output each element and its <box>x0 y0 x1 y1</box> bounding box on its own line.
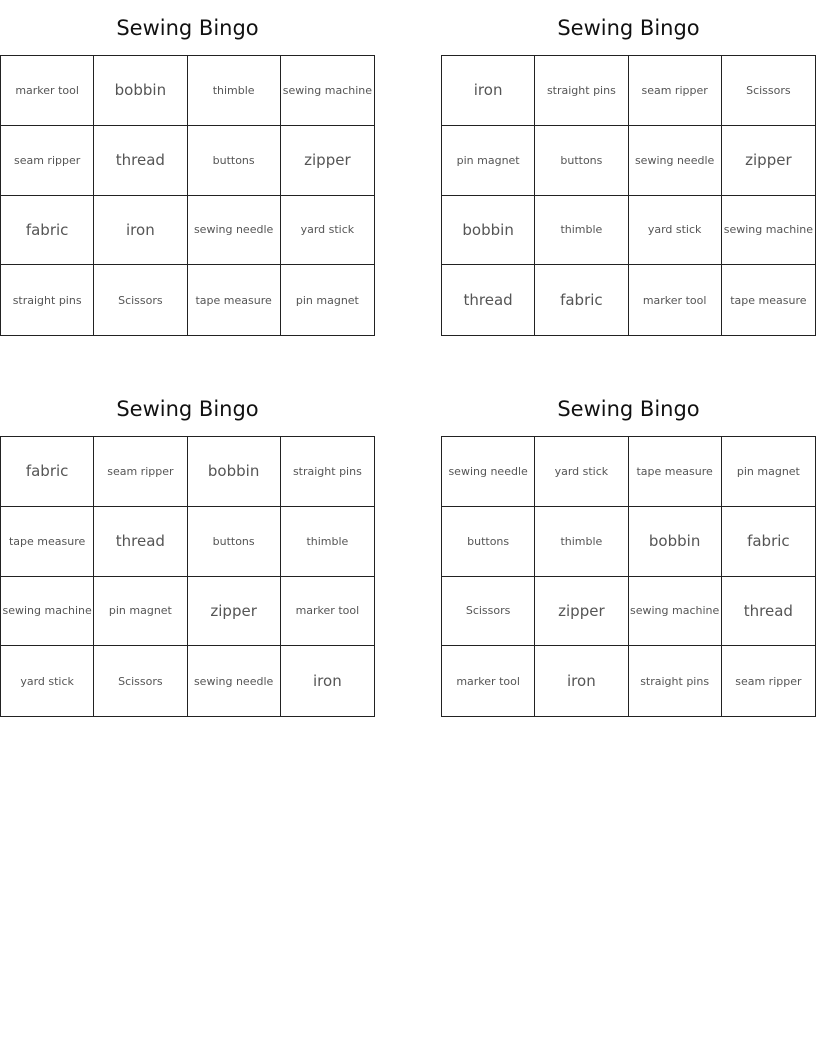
bingo-cell: pin magnet <box>442 126 535 196</box>
bingo-cell: tape measure <box>188 265 281 335</box>
bingo-cell: sewing machine <box>629 577 722 647</box>
bingo-grid <box>0 436 375 717</box>
bingo-cell: bobbin <box>629 507 722 577</box>
bingo-cell: zipper <box>188 577 281 647</box>
bingo-cell: tape measure <box>629 437 722 507</box>
bingo-cell: thimble <box>535 507 628 577</box>
bingo-cell: marker tool <box>281 577 374 647</box>
bingo-cell: iron <box>94 196 187 266</box>
bingo-cell: yard stick <box>629 196 722 266</box>
bingo-cell: seam ripper <box>1 126 94 196</box>
bingo-cell: yard stick <box>1 646 94 716</box>
bingo-cell: buttons <box>535 126 628 196</box>
bingo-cell: buttons <box>188 507 281 577</box>
card-title: Sewing Bingo <box>557 397 700 421</box>
bingo-cell: fabric <box>1 437 94 507</box>
bingo-cell: sewing needle <box>188 196 281 266</box>
bingo-cell: sewing machine <box>281 56 374 126</box>
bingo-cell: yard stick <box>281 196 374 266</box>
bingo-grid <box>441 55 816 336</box>
bingo-cell: fabric <box>535 265 628 335</box>
bingo-cell: pin magnet <box>295 293 359 307</box>
bingo-cell: seam ripper <box>94 437 187 507</box>
bingo-cell: straight pins <box>1 265 94 335</box>
bingo-grid <box>0 55 375 336</box>
bingo-cell: sewing needle <box>442 437 535 507</box>
bingo-cell: straight pins <box>629 646 722 716</box>
bingo-cell: fabric <box>722 507 815 577</box>
bingo-grid <box>441 436 816 717</box>
bingo-cell: fabric <box>1 196 94 266</box>
bingo-cell: Scissors <box>722 56 815 126</box>
bingo-cell: bobbin <box>188 437 281 507</box>
bingo-cell: zipper <box>535 577 628 647</box>
bingo-cell: marker tool <box>1 56 94 126</box>
bingo-cell: sewing machine <box>722 196 815 266</box>
bingo-cell: iron <box>535 646 628 716</box>
bingo-cell: buttons <box>188 126 281 196</box>
bingo-cell: thimble <box>188 56 281 126</box>
bingo-cell: thread <box>94 126 187 196</box>
bingo-cell: straight pins <box>281 437 374 507</box>
bingo-cell: sewing needle <box>188 646 281 716</box>
bingo-cell: thimble <box>535 196 628 266</box>
bingo-cell: sewing machine <box>1 577 94 647</box>
bingo-cell: thread <box>722 577 815 647</box>
bingo-cell: marker tool <box>629 265 722 335</box>
bingo-cell: Scissors <box>94 646 187 716</box>
bingo-cell: iron <box>442 56 535 126</box>
bingo-cell: straight pins <box>535 56 628 126</box>
bingo-cell: thread <box>94 507 187 577</box>
bingo-cell: bobbin <box>94 56 187 126</box>
bingo-cell: marker tool <box>442 646 535 716</box>
bingo-cell: zipper <box>722 126 815 196</box>
bingo-cell: pin magnet <box>94 577 187 647</box>
bingo-cell: thimble <box>281 507 374 577</box>
bingo-cell: tape measure <box>1 507 94 577</box>
bingo-cell: buttons <box>442 507 535 577</box>
bingo-cell: thread <box>442 265 535 335</box>
bingo-cell: pin magnet <box>722 437 815 507</box>
card-title: Sewing Bingo <box>116 397 259 421</box>
bingo-cell: yard stick <box>535 437 628 507</box>
bingo-cell: zipper <box>281 126 374 196</box>
bingo-cell: sewing needle <box>629 126 722 196</box>
card-title: Sewing Bingo <box>557 16 700 40</box>
bingo-cell: tape measure <box>730 293 807 307</box>
bingo-cell: Scissors <box>442 577 535 647</box>
bingo-cell: iron <box>313 672 342 691</box>
bingo-cell: bobbin <box>442 196 535 266</box>
bingo-cell: Scissors <box>94 265 187 335</box>
card-title: Sewing Bingo <box>116 16 259 40</box>
bingo-cell: seam ripper <box>735 674 802 688</box>
bingo-cell: seam ripper <box>629 56 722 126</box>
